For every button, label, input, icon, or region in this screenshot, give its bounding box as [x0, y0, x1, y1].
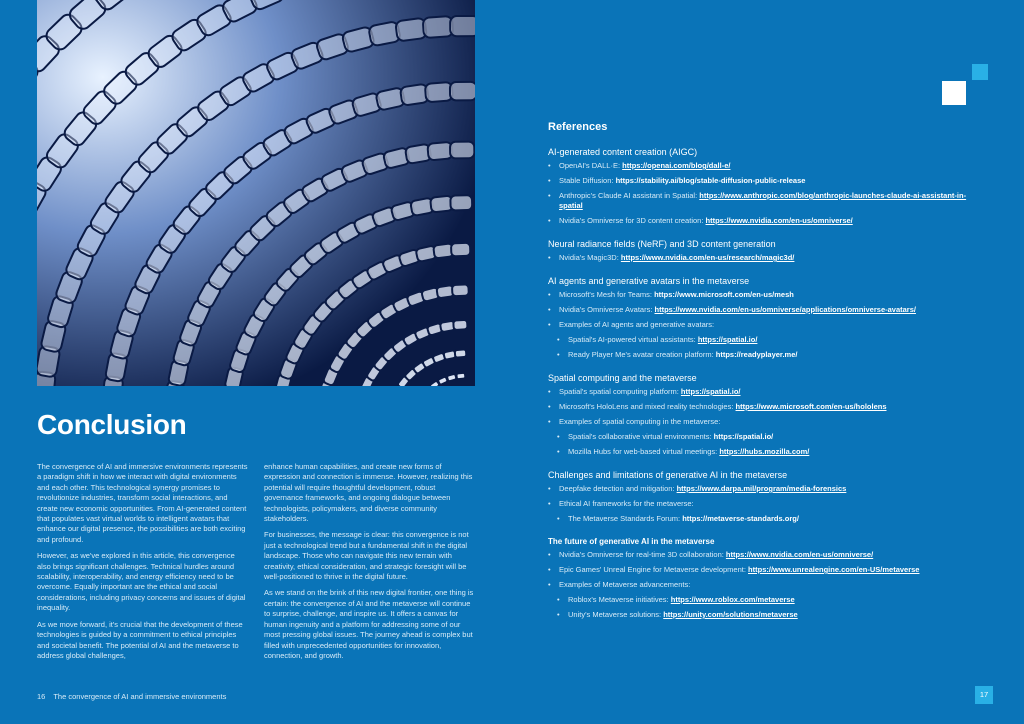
- reference-section-title: Challenges and limitations of generative AI in the metaverse: [548, 470, 788, 480]
- lattice-cell: [423, 16, 454, 38]
- lattice-cell: [447, 374, 457, 382]
- lattice-cell: [425, 82, 453, 102]
- reference-list: [548, 253, 988, 263]
- reference-link[interactable]: https://www.darpa.mil/program/media-forensics: [676, 484, 847, 493]
- reference-link[interactable]: https://www.unrealengine.com/en-US/metaverse: [748, 565, 920, 574]
- reference-section: [548, 373, 988, 457]
- reference-label: Spatial's collaborative virtual environments:: [568, 432, 714, 441]
- reference-item: [548, 595, 988, 605]
- page-number-right: 17: [975, 686, 993, 704]
- footer-running-title: The convergence of AI and immersive environments: [53, 692, 227, 701]
- conclusion-paragraph: However, as we've explored in this article, this convergence also brings significant challenges. Technical hurdles around scalability, interoperability, and energy efficiency need to be overcome. Equally important are the ethical and social considerations, including privacy concerns and issues of digital inequality.: [37, 551, 246, 613]
- reference-link[interactable]: https://hubs.mozilla.com/: [719, 447, 810, 456]
- lattice-cell: [450, 16, 475, 36]
- reference-section: [548, 147, 988, 226]
- reference-item: [548, 447, 988, 457]
- lattice-cell: [450, 82, 475, 101]
- reference-label: Nvidia's Omniverse Avatars:: [559, 305, 655, 314]
- reference-label: Nvidia's Omniverse for 3D content creation:: [559, 216, 706, 225]
- reference-link[interactable]: https://www.microsoft.com/en-us/hololens: [735, 402, 887, 411]
- conclusion-column-left: [37, 462, 249, 667]
- reference-link[interactable]: https://spatial.io/: [680, 387, 741, 396]
- conclusion-paragraph: For businesses, the message is clear: this convergence is not just a technological trend but a fundamental shift in the digital landscape. Those who can navigate this new terrain with creativity, ethical consideration, and strategic foresight will be well-positioned to thrive in the digital future.: [264, 530, 469, 582]
- lattice-ceiling-image: [37, 0, 475, 386]
- lattice-cell: [395, 18, 427, 42]
- footer-left: [37, 692, 234, 701]
- reference-link[interactable]: https://metaverse-standards.org/: [682, 514, 799, 523]
- reference-item: [548, 514, 988, 524]
- decorative-square-white: [942, 81, 966, 105]
- reference-item: [548, 305, 988, 315]
- reference-link[interactable]: https://openai.com/blog/dall-e/: [622, 161, 731, 170]
- reference-item: [548, 335, 988, 345]
- reference-section: [548, 470, 988, 524]
- reference-link[interactable]: https://www.nvidia.com/en-us/research/magic3d/: [620, 253, 795, 262]
- reference-item: [548, 484, 988, 494]
- conclusion-heading: Conclusion: [37, 409, 187, 440]
- reference-label: The Metaverse Standards Forum:: [568, 514, 683, 523]
- reference-link[interactable]: https://www.nvidia.com/en-us/omniverse/applications/omniverse-avatars/: [654, 305, 916, 314]
- reference-item: [548, 432, 988, 442]
- reference-item: [548, 417, 988, 427]
- reference-item: [548, 580, 988, 590]
- reference-link[interactable]: https://www.microsoft.com/en-us/mesh: [654, 290, 794, 299]
- reference-item: [548, 161, 988, 171]
- reference-label: Examples of AI agents and generative avatars:: [559, 320, 715, 329]
- reference-link[interactable]: https://spatial.io/: [697, 335, 758, 344]
- reference-label: Microsoft's Mesh for Teams:: [559, 290, 655, 299]
- reference-label: Anthropic's Claude AI assistant in Spatial:: [559, 191, 700, 200]
- reference-link[interactable]: https://spatial.io/: [713, 432, 774, 441]
- reference-item: [548, 176, 988, 186]
- reference-label: Roblox's Metaverse initiatives:: [568, 595, 671, 604]
- conclusion-paragraph: The convergence of AI and immersive environments represents a paradigm shift in how we interact with digital environments and each other. This technological synergy promises to revolutionize industries, transform social interactions, and create new economic opportunities. From AI-generated content that populates vast virtual worlds to intelligent avatars that enhance our digital presence, the possibilities are both exciting and profound.: [37, 462, 248, 544]
- reference-link[interactable]: https://unity.com/solutions/metaverse: [663, 610, 798, 619]
- reference-label: Spatial's AI-powered virtual assistants:: [568, 335, 698, 344]
- reference-link[interactable]: https://www.roblox.com/metaverse: [670, 595, 795, 604]
- reference-item: [548, 320, 988, 330]
- conclusion-column-right: [264, 462, 476, 667]
- reference-item: [548, 610, 988, 620]
- lattice-cell: [450, 142, 474, 159]
- lattice-cell: [453, 320, 467, 330]
- reference-link[interactable]: https://www.nvidia.com/en-us/omniverse/: [725, 550, 874, 559]
- reference-item: [548, 290, 988, 300]
- references-heading: References: [548, 121, 608, 133]
- reference-label: Ready Player Me's avatar creation platform:: [568, 350, 716, 359]
- lattice-cell: [427, 142, 453, 161]
- reference-item: [548, 191, 988, 211]
- reference-list: [548, 161, 988, 226]
- reference-label: OpenAI's DALL·E:: [559, 161, 623, 170]
- reference-item: [548, 499, 988, 509]
- reference-list: [548, 387, 988, 457]
- reference-label: Microsoft's HoloLens and mixed reality technologies:: [559, 402, 736, 411]
- reference-list: [548, 290, 988, 360]
- reference-list: [548, 550, 988, 620]
- reference-item: [548, 350, 988, 360]
- reference-item: [548, 216, 988, 226]
- reference-section: [548, 276, 988, 360]
- reference-item: [548, 565, 988, 575]
- reference-label: Stable Diffusion:: [559, 176, 616, 185]
- architecture-photo: [37, 0, 475, 386]
- reference-label: Unity's Metaverse solutions:: [568, 610, 664, 619]
- decorative-square-cyan: [972, 64, 988, 80]
- reference-label: Nvidia's Omniverse for real-time 3D collaboration:: [559, 550, 726, 559]
- reference-label: Deepfake detection and mitigation:: [559, 484, 677, 493]
- reference-item: [548, 402, 988, 412]
- lattice-cell: [450, 195, 472, 210]
- reference-section-title: Spatial computing and the metaverse: [548, 373, 697, 383]
- references-panel: [548, 121, 988, 633]
- reference-section: [548, 537, 988, 620]
- reference-item: [548, 253, 988, 263]
- conclusion-paragraph: enhance human capabilities, and create new forms of expression and connection is immense. However, realizing this potential will require thoughtful development, robust governance frameworks, and ongoing dialogue between technologists, policymakers, and diverse community stakeholders.: [264, 462, 473, 524]
- reference-section-title: AI-generated content creation (AIGC): [548, 147, 698, 157]
- reference-label: Mozilla Hubs for web-based virtual meetings:: [568, 447, 720, 456]
- reference-link[interactable]: https://readyplayer.me/: [715, 350, 798, 359]
- reference-list: [548, 484, 988, 524]
- lattice-cell: [451, 243, 470, 257]
- lattice-cell: [456, 373, 465, 380]
- lattice-cell: [452, 284, 469, 296]
- reference-section-title: The future of generative AI in the metaverse: [548, 537, 715, 546]
- reference-label: Examples of spatial computing in the metaverse:: [559, 417, 721, 426]
- reference-link[interactable]: https://www.anthropic.com/blog/anthropic-launches-claude-ai-assistant-in-spatial: [559, 191, 967, 210]
- conclusion-paragraph: As we stand on the brink of this new digital frontier, one thing is certain: the convergence of AI and the metaverse will continue to surprise, challenge, and inspire us. It offers a canvas for human ingenuity and a platform for addressing some of our most pressing global issues. The journey ahead is complex but filled with unprecedented opportunities for innovation, connection, and growth.: [264, 588, 474, 660]
- conclusion-paragraph: As we move forward, it's crucial that the development of these technologies is guided by a commitment to ethical principles and societal benefit. The potential of AI and the metaverse to address global challenges,: [37, 619, 243, 660]
- reference-section-title: Neural radiance fields (NeRF) and 3D content generation: [548, 239, 776, 249]
- reference-item: [548, 387, 988, 397]
- reference-label: Examples of Metaverse advancements:: [559, 580, 691, 589]
- reference-label: Ethical AI frameworks for the metaverse:: [559, 499, 694, 508]
- reference-section: [548, 239, 988, 263]
- reference-label: Spatial's spatial computing platform:: [559, 387, 681, 396]
- reference-label: Nvidia's Magic3D:: [559, 253, 621, 262]
- page-number-left: 16: [37, 692, 46, 701]
- reference-link[interactable]: https://stability.ai/blog/stable-diffusion-public-release: [615, 176, 806, 185]
- reference-section-title: AI agents and generative avatars in the metaverse: [548, 276, 750, 286]
- reference-label: Epic Games' Unreal Engine for Metaverse development:: [559, 565, 749, 574]
- reference-item: [548, 550, 988, 560]
- reference-link[interactable]: https://www.nvidia.com/en-us/omniverse/: [705, 216, 853, 225]
- lattice-cell: [455, 349, 467, 357]
